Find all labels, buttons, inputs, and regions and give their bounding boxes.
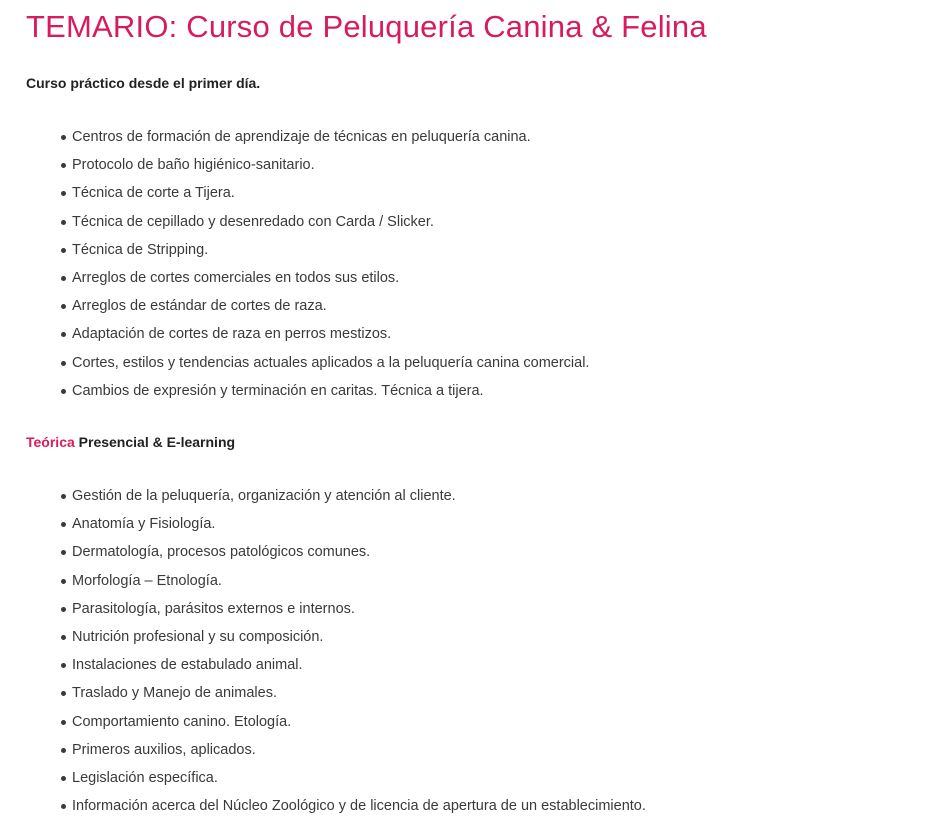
list-item: Cortes, estilos y tendencias actuales aplicados a la peluquería canina comercial. bbox=[26, 349, 931, 377]
list-item: Traslado y Manejo de animales. bbox=[26, 679, 931, 707]
list-item: Técnica de Stripping. bbox=[26, 236, 931, 264]
list-item: Morfología – Etnología. bbox=[26, 567, 931, 595]
theory-heading-accent: Teórica bbox=[26, 434, 75, 451]
list-item: Información acerca del Núcleo Zoológico y de licencia de apertura de un establecimiento. bbox=[26, 792, 931, 820]
list-item: Protocolo de baño higiénico-sanitario. bbox=[26, 151, 931, 179]
teorica-list bbox=[26, 482, 931, 820]
list-item: Dermatología, procesos patológicos comunes. bbox=[26, 538, 931, 566]
practica-list bbox=[26, 123, 931, 405]
list-item: Gestión de la peluquería, organización y atención al cliente. bbox=[26, 482, 931, 510]
theory-heading-rest: Presencial & E-learning bbox=[74, 434, 236, 451]
list-item: Comportamiento canino. Etología. bbox=[26, 708, 931, 736]
page-title: TEMARIO: Curso de Peluquería Canina & Felina bbox=[26, 9, 707, 44]
list-item: Adaptación de cortes de raza en perros mestizos. bbox=[26, 320, 931, 348]
theory-heading bbox=[26, 432, 931, 452]
list-item: Nutrición profesional y su composición. bbox=[26, 623, 931, 651]
list-item: Primeros auxilios, aplicados. bbox=[26, 736, 931, 764]
intro-text: Curso práctico desde el primer día. bbox=[26, 75, 261, 91]
list-item: Instalaciones de estabulado animal. bbox=[26, 651, 931, 679]
list-item: Legislación específica. bbox=[26, 764, 931, 792]
list-item: Técnica de cepillado y desenredado con Carda / Slicker. bbox=[26, 208, 931, 236]
list-item: Técnica de corte a Tijera. bbox=[26, 179, 931, 207]
list-item: Centros de formación de aprendizaje de técnicas en peluquería canina. bbox=[26, 123, 931, 151]
list-item: Arreglos de estándar de cortes de raza. bbox=[26, 292, 931, 320]
list-item: Cambios de expresión y terminación en caritas. Técnica a tijera. bbox=[26, 377, 931, 405]
list-item: Arreglos de cortes comerciales en todos sus etilos. bbox=[26, 264, 931, 292]
list-item: Parasitología, parásitos externos e internos. bbox=[26, 595, 931, 623]
list-item: Anatomía y Fisiología. bbox=[26, 510, 931, 538]
